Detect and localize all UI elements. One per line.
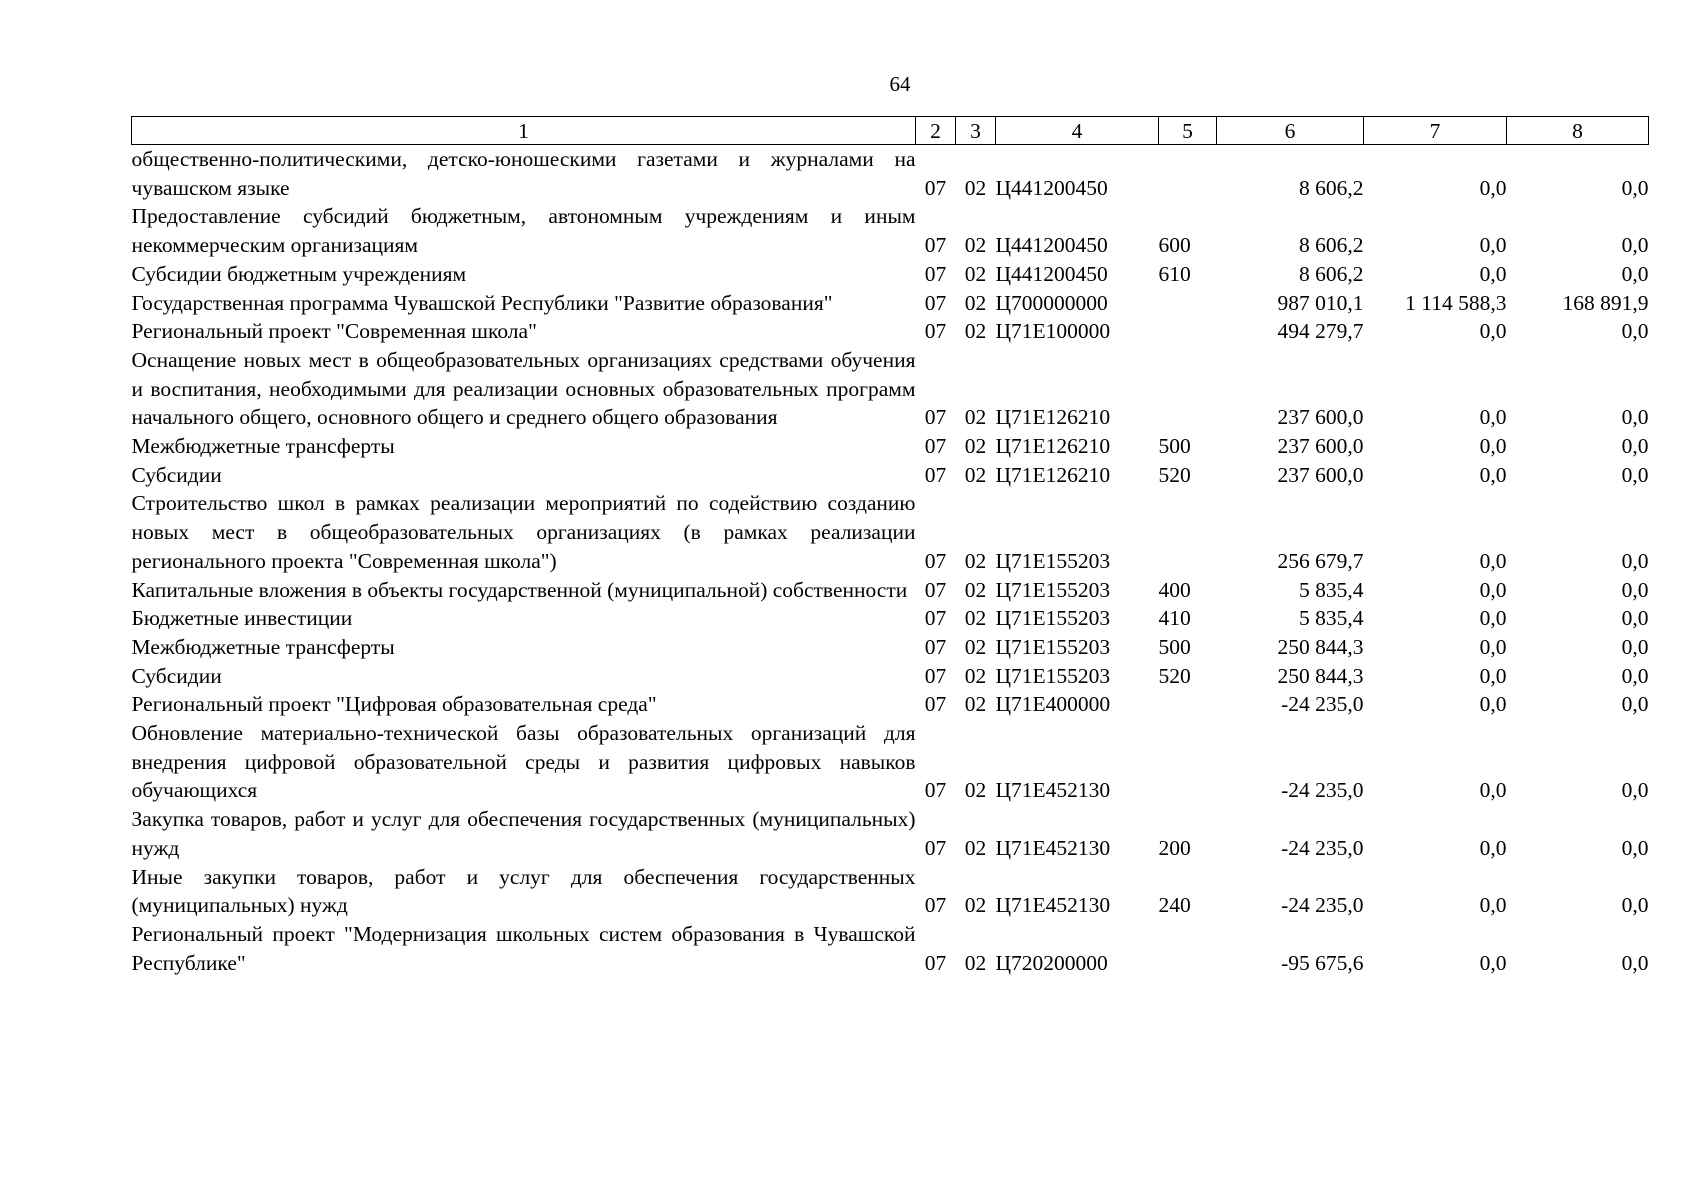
item-name: Региональный проект "Цифровая образовательная среда" xyxy=(131,692,657,717)
amount-col-6: 8 606,2 xyxy=(1299,261,1364,286)
table-row xyxy=(132,576,1649,605)
expense-type-code xyxy=(1159,920,1217,977)
expense-type-code: 500 xyxy=(1158,634,1191,659)
subsection-code: 02 xyxy=(964,606,987,631)
amount-col-8: 0,0 xyxy=(1621,606,1649,631)
subsection-code: 02 xyxy=(964,233,987,258)
subsection-code: 02 xyxy=(964,462,987,487)
item-name: Межбюджетные трансферты xyxy=(131,434,395,459)
subsection-code: 02 xyxy=(964,319,987,344)
target-article-code: Ц71Е126210 xyxy=(995,434,1111,459)
page-number: 64 xyxy=(889,72,911,96)
amount-col-7: 0,0 xyxy=(1479,778,1507,803)
item-name: Региональный проект "Модернизация школьных систем образования в Чувашской Республике" xyxy=(131,921,916,975)
target-article-code: Ц71Е155203 xyxy=(995,577,1111,602)
amount-col-6: 237 600,0 xyxy=(1277,462,1364,487)
expense-type-code xyxy=(1159,145,1217,203)
amount-col-7: 0,0 xyxy=(1479,175,1507,200)
section-code: 07 xyxy=(924,663,947,688)
target-article-code: Ц71Е155203 xyxy=(995,606,1111,631)
amount-col-7: 0,0 xyxy=(1479,950,1507,975)
table-body xyxy=(132,145,1649,978)
target-article-code: Ц71Е126210 xyxy=(995,462,1111,487)
amount-col-8: 168 891,9 xyxy=(1562,290,1649,315)
amount-col-8: 0,0 xyxy=(1621,175,1649,200)
item-name: Строительство школ в рамках реализации мероприятий по содействию созданию новых мест в общеобразовательных организациях (в рамках реализации регионального проекта "Современная школа") xyxy=(131,491,916,573)
expense-type-code xyxy=(1159,489,1217,575)
header-col-8: 8 xyxy=(1507,117,1649,145)
table-row xyxy=(132,461,1649,490)
amount-col-8: 0,0 xyxy=(1621,577,1649,602)
table-row xyxy=(132,920,1649,977)
amount-col-8: 0,0 xyxy=(1621,778,1649,803)
amount-col-7: 0,0 xyxy=(1479,434,1507,459)
item-name: Субсидии бюджетным учреждениям xyxy=(131,261,467,286)
expense-type-code: 240 xyxy=(1158,893,1191,918)
amount-col-8: 0,0 xyxy=(1621,319,1649,344)
target-article-code: Ц441200450 xyxy=(995,233,1108,258)
table-header xyxy=(132,117,1649,145)
section-code: 07 xyxy=(924,175,947,200)
subsection-code: 02 xyxy=(964,261,987,286)
target-article-code: Ц441200450 xyxy=(995,261,1108,286)
amount-col-8: 0,0 xyxy=(1621,405,1649,430)
subsection-code: 02 xyxy=(964,577,987,602)
target-article-code: Ц71Е452130 xyxy=(995,893,1111,918)
table-row xyxy=(132,604,1649,633)
table-row xyxy=(132,202,1649,259)
amount-col-8: 0,0 xyxy=(1621,835,1649,860)
subsection-code: 02 xyxy=(964,175,987,200)
amount-col-6: 8 606,2 xyxy=(1299,175,1364,200)
table-row xyxy=(132,432,1649,461)
header-col-4: 4 xyxy=(996,117,1159,145)
target-article-code: Ц71Е100000 xyxy=(995,319,1111,344)
section-code: 07 xyxy=(924,434,947,459)
expense-type-code: 520 xyxy=(1158,663,1191,688)
amount-col-7: 0,0 xyxy=(1479,835,1507,860)
target-article-code: Ц71Е155203 xyxy=(995,548,1111,573)
amount-col-7: 0,0 xyxy=(1479,405,1507,430)
amount-col-7: 0,0 xyxy=(1479,692,1507,717)
table-row xyxy=(132,633,1649,662)
subsection-code: 02 xyxy=(964,692,987,717)
header-col-3: 3 xyxy=(956,117,996,145)
section-code: 07 xyxy=(924,233,947,258)
item-name: Предоставление субсидий бюджетным, автономным учреждениям и иным некоммерческим организациям xyxy=(131,204,916,258)
item-name: общественно-политическими, детско-юношескими газетами и журналами на чувашском языке xyxy=(131,147,916,200)
item-name: Иные закупки товаров, работ и услуг для обеспечения государственных (муниципальных) нужд xyxy=(131,864,916,918)
item-name: Субсидии xyxy=(131,663,222,688)
amount-col-8: 0,0 xyxy=(1621,434,1649,459)
table-row xyxy=(132,662,1649,691)
section-code: 07 xyxy=(924,893,947,918)
amount-col-6: -24 235,0 xyxy=(1281,778,1364,803)
target-article-code: Ц71Е155203 xyxy=(995,634,1111,659)
amount-col-8: 0,0 xyxy=(1621,233,1649,258)
amount-col-8: 0,0 xyxy=(1621,261,1649,286)
subsection-code: 02 xyxy=(964,835,987,860)
subsection-code: 02 xyxy=(964,778,987,803)
subsection-code: 02 xyxy=(964,634,987,659)
expense-type-code: 610 xyxy=(1158,261,1191,286)
expense-type-code: 200 xyxy=(1158,835,1191,860)
table-row xyxy=(132,289,1649,318)
expense-type-code: 600 xyxy=(1158,233,1191,258)
header-col-1: 1 xyxy=(132,117,916,145)
target-article-code: Ц720200000 xyxy=(995,950,1108,975)
amount-col-6: 987 010,1 xyxy=(1277,290,1364,315)
amount-col-7: 0,0 xyxy=(1479,634,1507,659)
table-row xyxy=(132,863,1649,920)
amount-col-8: 0,0 xyxy=(1621,548,1649,573)
item-name: Государственная программа Чувашской Республики "Развитие образования" xyxy=(131,290,833,315)
amount-col-6: 237 600,0 xyxy=(1277,434,1364,459)
amount-col-8: 0,0 xyxy=(1621,692,1649,717)
amount-col-6: -24 235,0 xyxy=(1281,893,1364,918)
header-row xyxy=(132,117,1649,145)
amount-col-6: -24 235,0 xyxy=(1281,692,1364,717)
target-article-code: Ц71Е452130 xyxy=(995,778,1111,803)
table-row xyxy=(132,317,1649,346)
table-row xyxy=(132,145,1649,203)
header-col-2: 2 xyxy=(916,117,956,145)
section-code: 07 xyxy=(924,606,947,631)
table-row xyxy=(132,690,1649,719)
amount-col-7: 0,0 xyxy=(1479,663,1507,688)
subsection-code: 02 xyxy=(964,893,987,918)
amount-col-7: 0,0 xyxy=(1479,233,1507,258)
amount-col-6: 237 600,0 xyxy=(1277,405,1364,430)
item-name: Межбюджетные трансферты xyxy=(131,634,395,659)
amount-col-8: 0,0 xyxy=(1621,462,1649,487)
table-row xyxy=(132,346,1649,432)
section-code: 07 xyxy=(924,950,947,975)
target-article-code: Ц71Е452130 xyxy=(995,835,1111,860)
amount-col-7: 1 114 588,3 xyxy=(1405,290,1507,315)
amount-col-7: 0,0 xyxy=(1479,261,1507,286)
target-article-code: Ц700000000 xyxy=(995,290,1108,315)
table-row xyxy=(132,805,1649,862)
amount-col-6: -24 235,0 xyxy=(1281,835,1364,860)
section-code: 07 xyxy=(924,548,947,573)
header-col-7: 7 xyxy=(1364,117,1507,145)
amount-col-6: -95 675,6 xyxy=(1281,950,1364,975)
amount-col-6: 5 835,4 xyxy=(1299,577,1364,602)
amount-col-8: 0,0 xyxy=(1621,893,1649,918)
expense-type-code: 500 xyxy=(1158,434,1191,459)
amount-col-6: 494 279,7 xyxy=(1277,319,1364,344)
subsection-code: 02 xyxy=(964,434,987,459)
amount-col-8: 0,0 xyxy=(1621,950,1649,975)
subsection-code: 02 xyxy=(964,405,987,430)
amount-col-6: 8 606,2 xyxy=(1299,233,1364,258)
item-name: Обновление материально-технической базы образовательных организаций для внедрения цифровой образовательной среды и развития цифровых навыков обучающихся xyxy=(131,721,916,803)
section-code: 07 xyxy=(924,577,947,602)
budget-table xyxy=(131,116,1649,977)
expense-type-code xyxy=(1159,317,1217,346)
table-row xyxy=(132,489,1649,575)
header-col-6: 6 xyxy=(1217,117,1364,145)
expense-type-code xyxy=(1159,719,1217,805)
amount-col-8: 0,0 xyxy=(1621,634,1649,659)
target-article-code: Ц71Е126210 xyxy=(995,405,1111,430)
section-code: 07 xyxy=(924,462,947,487)
header-col-5: 5 xyxy=(1159,117,1217,145)
section-code: 07 xyxy=(924,290,947,315)
item-name: Субсидии xyxy=(131,462,222,487)
amount-col-6: 5 835,4 xyxy=(1299,606,1364,631)
amount-col-7: 0,0 xyxy=(1479,893,1507,918)
target-article-code: Ц71Е400000 xyxy=(995,692,1111,717)
item-name: Региональный проект "Современная школа" xyxy=(131,319,537,344)
section-code: 07 xyxy=(924,692,947,717)
expense-type-code xyxy=(1159,346,1217,432)
subsection-code: 02 xyxy=(964,663,987,688)
expense-type-code xyxy=(1159,289,1217,318)
section-code: 07 xyxy=(924,835,947,860)
item-name: Закупка товаров, работ и услуг для обеспечения государственных (муниципальных) нужд xyxy=(131,807,916,860)
expense-type-code: 520 xyxy=(1158,462,1191,487)
amount-col-7: 0,0 xyxy=(1479,577,1507,602)
amount-col-7: 0,0 xyxy=(1479,462,1507,487)
subsection-code: 02 xyxy=(964,950,987,975)
item-name: Бюджетные инвестиции xyxy=(131,606,353,631)
item-name: Оснащение новых мест в общеобразовательных организациях средствами обучения и воспитания, необходимыми для реализации основных образовательных программ начального общего, основного общего и среднего общего образования xyxy=(131,347,916,430)
amount-col-7: 0,0 xyxy=(1479,548,1507,573)
expense-type-code xyxy=(1159,690,1217,719)
section-code: 07 xyxy=(924,634,947,659)
section-code: 07 xyxy=(924,319,947,344)
subsection-code: 02 xyxy=(964,290,987,315)
section-code: 07 xyxy=(924,261,947,286)
target-article-code: Ц441200450 xyxy=(995,175,1108,200)
amount-col-7: 0,0 xyxy=(1479,319,1507,344)
expense-type-code: 400 xyxy=(1158,577,1191,602)
item-name: Капитальные вложения в объекты государственной (муниципальной) собственности xyxy=(131,577,908,602)
amount-col-7: 0,0 xyxy=(1479,606,1507,631)
expense-type-code: 410 xyxy=(1158,606,1191,631)
table-row xyxy=(132,719,1649,805)
amount-col-6: 250 844,3 xyxy=(1277,663,1364,688)
table-row xyxy=(132,260,1649,289)
amount-col-8: 0,0 xyxy=(1621,663,1649,688)
section-code: 07 xyxy=(924,405,947,430)
amount-col-6: 256 679,7 xyxy=(1277,548,1364,573)
section-code: 07 xyxy=(924,778,947,803)
subsection-code: 02 xyxy=(964,548,987,573)
target-article-code: Ц71Е155203 xyxy=(995,663,1111,688)
amount-col-6: 250 844,3 xyxy=(1277,634,1364,659)
